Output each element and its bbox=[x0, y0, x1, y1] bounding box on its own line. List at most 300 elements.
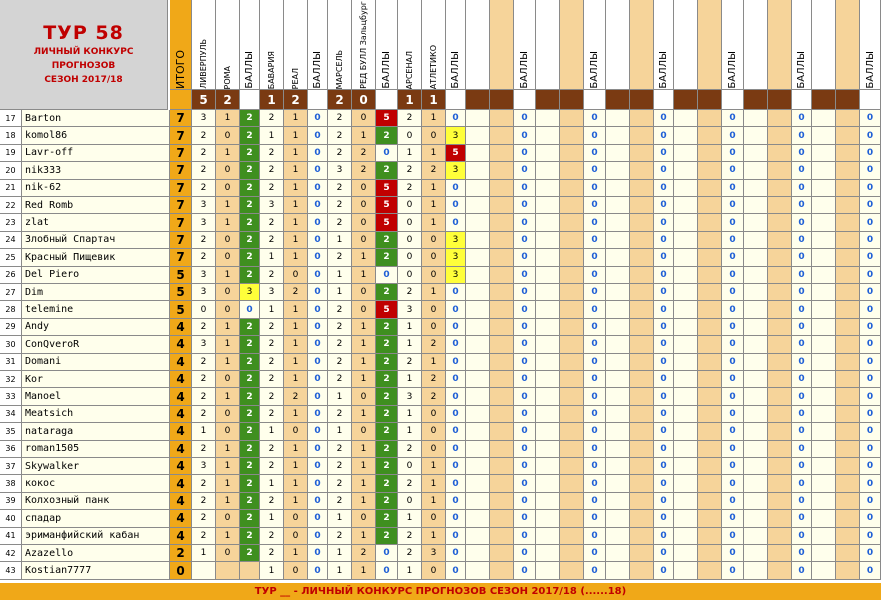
prediction-cell: 3 bbox=[260, 284, 284, 301]
empty-prediction-cell bbox=[674, 493, 698, 510]
participant-name: telemine bbox=[22, 301, 170, 318]
empty-prediction-cell bbox=[836, 388, 860, 405]
empty-prediction-cell bbox=[812, 145, 836, 162]
prediction-cell: 0 bbox=[216, 545, 240, 562]
prediction-cell: 2 bbox=[328, 406, 352, 423]
empty-prediction-cell bbox=[768, 406, 792, 423]
prediction-cell: 2 bbox=[398, 110, 422, 127]
points-cell: 0 bbox=[446, 528, 466, 545]
empty-prediction-cell bbox=[606, 301, 630, 318]
points-cell: 0 bbox=[792, 371, 812, 388]
prediction-cell: 2 bbox=[328, 180, 352, 197]
participant-name: komol86 bbox=[22, 127, 170, 144]
prediction-cell: 2 bbox=[422, 336, 446, 353]
empty-prediction-cell bbox=[536, 232, 560, 249]
empty-prediction-cell bbox=[836, 301, 860, 318]
total-points: 7 bbox=[170, 127, 192, 144]
row-number: 33 bbox=[0, 388, 22, 405]
participant-name: Красный Пищевик bbox=[22, 249, 170, 266]
prediction-cell: 2 bbox=[192, 528, 216, 545]
empty-prediction-cell bbox=[560, 197, 584, 214]
total-points: 4 bbox=[170, 441, 192, 458]
points-cell: 2 bbox=[376, 232, 398, 249]
empty-prediction-cell bbox=[466, 284, 490, 301]
participant-name: кокос bbox=[22, 475, 170, 492]
empty-result-cell bbox=[836, 90, 860, 110]
empty-prediction-cell bbox=[490, 441, 514, 458]
prediction-cell: 1 bbox=[398, 406, 422, 423]
points-cell: 0 bbox=[722, 562, 744, 579]
points-cell: 2 bbox=[240, 528, 260, 545]
prediction-cell: 0 bbox=[284, 267, 308, 284]
empty-prediction-cell bbox=[836, 493, 860, 510]
points-cell: 0 bbox=[860, 371, 881, 388]
empty-prediction-cell bbox=[768, 354, 792, 371]
empty-prediction-cell bbox=[630, 162, 654, 179]
empty-prediction-cell bbox=[698, 162, 722, 179]
prediction-cell: 0 bbox=[284, 528, 308, 545]
prediction-cell: 1 bbox=[216, 145, 240, 162]
empty-prediction-cell bbox=[744, 458, 768, 475]
points-cell: 0 bbox=[654, 284, 674, 301]
prediction-cell: 1 bbox=[284, 197, 308, 214]
empty-prediction-cell bbox=[768, 545, 792, 562]
prediction-cell: 2 bbox=[260, 162, 284, 179]
empty-prediction-cell bbox=[698, 441, 722, 458]
points-cell: 2 bbox=[240, 388, 260, 405]
empty-team-header bbox=[630, 0, 654, 90]
prediction-cell: 3 bbox=[398, 301, 422, 318]
points-cell: 0 bbox=[654, 267, 674, 284]
points-cell: 3 bbox=[446, 249, 466, 266]
points-cell: 3 bbox=[446, 127, 466, 144]
points-cell: 0 bbox=[722, 441, 744, 458]
empty-prediction-cell bbox=[466, 214, 490, 231]
match-result-goal: 2 bbox=[328, 90, 352, 110]
title-line-2: ПРОГНОЗОВ bbox=[51, 61, 116, 71]
row-number: 27 bbox=[0, 284, 22, 301]
points-cell: 2 bbox=[240, 475, 260, 492]
points-cell: 0 bbox=[792, 180, 812, 197]
points-cell: 0 bbox=[654, 406, 674, 423]
points-cell: 0 bbox=[722, 458, 744, 475]
result-spacer bbox=[722, 90, 744, 110]
total-points: 7 bbox=[170, 249, 192, 266]
prediction-cell: 1 bbox=[284, 371, 308, 388]
empty-team-header bbox=[490, 0, 514, 90]
result-spacer bbox=[240, 90, 260, 110]
empty-prediction-cell bbox=[536, 475, 560, 492]
points-cell: 0 bbox=[584, 423, 606, 440]
points-cell: 0 bbox=[446, 545, 466, 562]
points-cell: 0 bbox=[792, 232, 812, 249]
points-cell: 0 bbox=[514, 441, 536, 458]
empty-prediction-cell bbox=[744, 336, 768, 353]
points-cell: 0 bbox=[722, 319, 744, 336]
empty-prediction-cell bbox=[744, 406, 768, 423]
match-result-goal: 1 bbox=[260, 90, 284, 110]
points-cell: 0 bbox=[722, 510, 744, 527]
total-points: 5 bbox=[170, 301, 192, 318]
prediction-cell: 2 bbox=[260, 319, 284, 336]
points-cell: 0 bbox=[308, 214, 328, 231]
empty-prediction-cell bbox=[466, 458, 490, 475]
prediction-cell: 1 bbox=[260, 423, 284, 440]
result-spacer bbox=[446, 90, 466, 110]
prediction-cell: 2 bbox=[260, 267, 284, 284]
points-cell: 2 bbox=[376, 319, 398, 336]
result-spacer bbox=[860, 90, 881, 110]
total-points: 4 bbox=[170, 406, 192, 423]
empty-prediction-cell bbox=[768, 145, 792, 162]
empty-prediction-cell bbox=[560, 110, 584, 127]
prediction-cell: 2 bbox=[260, 388, 284, 405]
empty-prediction-cell bbox=[836, 441, 860, 458]
prediction-cell: 1 bbox=[398, 336, 422, 353]
empty-prediction-cell bbox=[698, 545, 722, 562]
points-cell: 0 bbox=[792, 127, 812, 144]
empty-prediction-cell bbox=[490, 197, 514, 214]
points-cell: 0 bbox=[514, 406, 536, 423]
participant-name: Red Romb bbox=[22, 197, 170, 214]
empty-prediction-cell bbox=[698, 180, 722, 197]
empty-prediction-cell bbox=[606, 232, 630, 249]
points-cell: 0 bbox=[722, 475, 744, 492]
points-cell: 0 bbox=[308, 388, 328, 405]
prediction-cell: 0 bbox=[352, 510, 376, 527]
empty-prediction-cell bbox=[536, 127, 560, 144]
empty-prediction-cell bbox=[698, 145, 722, 162]
points-cell: 0 bbox=[792, 475, 812, 492]
prediction-cell: 2 bbox=[328, 249, 352, 266]
prediction-cell: 2 bbox=[260, 145, 284, 162]
prediction-cell: 1 bbox=[352, 475, 376, 492]
points-cell: 0 bbox=[860, 493, 881, 510]
empty-prediction-cell bbox=[836, 284, 860, 301]
title-line-3: СЕЗОН 2017/18 bbox=[44, 75, 123, 85]
team-name: АРСЕНАЛ bbox=[405, 50, 414, 89]
empty-prediction-cell bbox=[630, 493, 654, 510]
prediction-cell: 0 bbox=[284, 423, 308, 440]
empty-prediction-cell bbox=[674, 510, 698, 527]
empty-prediction-cell bbox=[744, 354, 768, 371]
empty-prediction-cell bbox=[768, 180, 792, 197]
match-result-goal: 2 bbox=[284, 90, 308, 110]
total-points: 4 bbox=[170, 336, 192, 353]
prediction-cell: 2 bbox=[192, 145, 216, 162]
points-cell: 0 bbox=[514, 545, 536, 562]
points-cell: 2 bbox=[240, 145, 260, 162]
empty-prediction-cell bbox=[812, 319, 836, 336]
points-cell: 0 bbox=[376, 145, 398, 162]
prediction-cell: 0 bbox=[192, 301, 216, 318]
points-cell: 0 bbox=[514, 493, 536, 510]
points-cell: 0 bbox=[722, 110, 744, 127]
prediction-cell: 1 bbox=[422, 354, 446, 371]
empty-prediction-cell bbox=[606, 371, 630, 388]
empty-prediction-cell bbox=[490, 214, 514, 231]
points-header bbox=[308, 0, 328, 90]
points-cell: 0 bbox=[584, 284, 606, 301]
empty-prediction-cell bbox=[674, 441, 698, 458]
empty-prediction-cell bbox=[768, 423, 792, 440]
empty-prediction-cell bbox=[836, 562, 860, 579]
empty-prediction-cell bbox=[768, 214, 792, 231]
empty-prediction-cell bbox=[560, 319, 584, 336]
prediction-cell: 0 bbox=[216, 406, 240, 423]
prediction-cell: 2 bbox=[328, 441, 352, 458]
empty-prediction-cell bbox=[768, 232, 792, 249]
points-cell: 0 bbox=[308, 562, 328, 579]
prediction-cell: 1 bbox=[328, 267, 352, 284]
prediction-cell: 1 bbox=[398, 423, 422, 440]
points-cell: 0 bbox=[722, 267, 744, 284]
empty-prediction-cell bbox=[812, 162, 836, 179]
empty-prediction-cell bbox=[536, 267, 560, 284]
points-cell: 0 bbox=[514, 423, 536, 440]
empty-prediction-cell bbox=[536, 145, 560, 162]
points-cell: 0 bbox=[514, 162, 536, 179]
prediction-cell: 1 bbox=[284, 319, 308, 336]
empty-prediction-cell bbox=[466, 232, 490, 249]
empty-prediction-cell bbox=[768, 562, 792, 579]
prediction-cell: 3 bbox=[422, 545, 446, 562]
empty-prediction-cell bbox=[836, 545, 860, 562]
prediction-cell: 1 bbox=[284, 127, 308, 144]
points-cell: 2 bbox=[376, 284, 398, 301]
team-name: БАВАРИЯ bbox=[267, 50, 276, 89]
prediction-cell: 1 bbox=[260, 562, 284, 579]
points-cell: 0 bbox=[860, 267, 881, 284]
prediction-cell: 2 bbox=[260, 545, 284, 562]
points-cell: 0 bbox=[654, 214, 674, 231]
empty-prediction-cell bbox=[630, 301, 654, 318]
prediction-cell: 0 bbox=[216, 249, 240, 266]
empty-prediction-cell bbox=[674, 336, 698, 353]
empty-prediction-cell bbox=[812, 475, 836, 492]
participant-name: эриманфийский кабан bbox=[22, 528, 170, 545]
empty-prediction-cell bbox=[674, 267, 698, 284]
empty-prediction-cell bbox=[536, 493, 560, 510]
points-cell: 0 bbox=[308, 354, 328, 371]
prediction-cell: 1 bbox=[352, 371, 376, 388]
prediction-cell: 0 bbox=[352, 232, 376, 249]
prediction-cell: 1 bbox=[328, 545, 352, 562]
prediction-cell: 1 bbox=[216, 319, 240, 336]
empty-prediction-cell bbox=[466, 371, 490, 388]
prediction-cell: 1 bbox=[216, 458, 240, 475]
prediction-cell: 3 bbox=[192, 267, 216, 284]
prediction-cell: 0 bbox=[422, 267, 446, 284]
empty-prediction-cell bbox=[812, 354, 836, 371]
empty-prediction-cell bbox=[698, 249, 722, 266]
empty-prediction-cell bbox=[836, 267, 860, 284]
points-cell: 2 bbox=[376, 371, 398, 388]
points-cell: 0 bbox=[722, 388, 744, 405]
prediction-cell: 1 bbox=[352, 354, 376, 371]
points-cell: 0 bbox=[860, 388, 881, 405]
points-cell: 0 bbox=[654, 249, 674, 266]
empty-prediction-cell bbox=[466, 475, 490, 492]
points-cell: 0 bbox=[514, 458, 536, 475]
empty-prediction-cell bbox=[768, 267, 792, 284]
empty-prediction-cell bbox=[836, 232, 860, 249]
points-cell: 0 bbox=[654, 528, 674, 545]
empty-prediction-cell bbox=[490, 127, 514, 144]
empty-prediction-cell bbox=[536, 110, 560, 127]
participant-name: Злобный Спартач bbox=[22, 232, 170, 249]
points-cell: 0 bbox=[792, 110, 812, 127]
points-cell: 0 bbox=[654, 493, 674, 510]
empty-prediction-cell bbox=[466, 180, 490, 197]
prediction-cell: 0 bbox=[216, 371, 240, 388]
empty-prediction-cell bbox=[560, 388, 584, 405]
points-cell: 2 bbox=[240, 110, 260, 127]
total-points: 0 bbox=[170, 562, 192, 579]
prediction-cell: 1 bbox=[422, 110, 446, 127]
empty-prediction-cell bbox=[630, 319, 654, 336]
points-cell: 0 bbox=[792, 545, 812, 562]
empty-prediction-cell bbox=[466, 127, 490, 144]
points-cell: 0 bbox=[860, 127, 881, 144]
prediction-cell: 1 bbox=[260, 249, 284, 266]
prediction-cell: 1 bbox=[216, 110, 240, 127]
total-points: 4 bbox=[170, 458, 192, 475]
empty-prediction-cell bbox=[466, 197, 490, 214]
empty-prediction-cell bbox=[698, 197, 722, 214]
row-number: 30 bbox=[0, 336, 22, 353]
points-cell: 0 bbox=[584, 145, 606, 162]
row-number: 38 bbox=[0, 475, 22, 492]
points-cell: 0 bbox=[446, 301, 466, 318]
points-cell: 2 bbox=[240, 441, 260, 458]
empty-prediction-cell bbox=[744, 319, 768, 336]
points-cell: 0 bbox=[584, 406, 606, 423]
empty-prediction-cell bbox=[536, 249, 560, 266]
points-cell: 0 bbox=[514, 510, 536, 527]
empty-prediction-cell bbox=[490, 336, 514, 353]
total-points: 7 bbox=[170, 162, 192, 179]
empty-prediction-cell bbox=[630, 388, 654, 405]
empty-team-header bbox=[744, 0, 768, 90]
prediction-cell: 1 bbox=[398, 319, 422, 336]
points-cell: 0 bbox=[654, 545, 674, 562]
empty-prediction-cell bbox=[836, 406, 860, 423]
points-cell: 0 bbox=[792, 441, 812, 458]
points-cell: 0 bbox=[584, 475, 606, 492]
empty-prediction-cell bbox=[630, 214, 654, 231]
points-cell: 3 bbox=[240, 284, 260, 301]
points-cell: 0 bbox=[722, 145, 744, 162]
points-cell: 0 bbox=[860, 319, 881, 336]
empty-prediction-cell bbox=[744, 214, 768, 231]
empty-prediction-cell bbox=[560, 493, 584, 510]
prediction-cell: 1 bbox=[284, 214, 308, 231]
empty-prediction-cell bbox=[490, 388, 514, 405]
points-cell: 0 bbox=[792, 354, 812, 371]
result-spacer bbox=[792, 90, 812, 110]
empty-prediction-cell bbox=[674, 354, 698, 371]
points-cell: 0 bbox=[792, 423, 812, 440]
points-cell: 0 bbox=[654, 110, 674, 127]
prediction-cell: 0 bbox=[422, 423, 446, 440]
empty-prediction-cell bbox=[744, 162, 768, 179]
empty-result-cell bbox=[630, 90, 654, 110]
empty-prediction-cell bbox=[560, 354, 584, 371]
points-cell: 0 bbox=[654, 388, 674, 405]
row-number: 22 bbox=[0, 197, 22, 214]
points-cell: 2 bbox=[376, 510, 398, 527]
prediction-cell: 2 bbox=[260, 441, 284, 458]
points-cell: 0 bbox=[584, 180, 606, 197]
points-cell: 0 bbox=[584, 197, 606, 214]
empty-prediction-cell bbox=[698, 214, 722, 231]
prediction-cell: 1 bbox=[422, 475, 446, 492]
itogo-header bbox=[170, 0, 192, 90]
points-cell: 2 bbox=[240, 162, 260, 179]
empty-prediction-cell bbox=[768, 528, 792, 545]
empty-team-header bbox=[466, 0, 490, 90]
participant-name: nik-62 bbox=[22, 180, 170, 197]
row-number: 41 bbox=[0, 528, 22, 545]
points-cell: 5 bbox=[376, 197, 398, 214]
empty-prediction-cell bbox=[768, 493, 792, 510]
participant-name: Meatsich bbox=[22, 406, 170, 423]
empty-prediction-cell bbox=[812, 336, 836, 353]
match-result-goal: 5 bbox=[192, 90, 216, 110]
empty-prediction-cell bbox=[630, 110, 654, 127]
row-number: 40 bbox=[0, 510, 22, 527]
prediction-cell: 1 bbox=[284, 232, 308, 249]
result-spacer bbox=[376, 90, 398, 110]
prediction-cell: 1 bbox=[192, 545, 216, 562]
prediction-cell: 2 bbox=[328, 475, 352, 492]
prediction-cell: 1 bbox=[422, 197, 446, 214]
empty-prediction-cell bbox=[836, 510, 860, 527]
empty-prediction-cell bbox=[466, 510, 490, 527]
empty-prediction-cell bbox=[490, 249, 514, 266]
prediction-cell: 1 bbox=[284, 110, 308, 127]
prediction-cell: 0 bbox=[216, 284, 240, 301]
points-cell: 0 bbox=[722, 197, 744, 214]
prediction-cell: 2 bbox=[328, 127, 352, 144]
empty-prediction-cell bbox=[836, 423, 860, 440]
empty-prediction-cell bbox=[606, 336, 630, 353]
points-cell: 0 bbox=[514, 232, 536, 249]
points-cell: 5 bbox=[376, 214, 398, 231]
empty-prediction-cell bbox=[674, 301, 698, 318]
prediction-cell: 0 bbox=[398, 249, 422, 266]
empty-prediction-cell bbox=[630, 371, 654, 388]
prediction-cell: 3 bbox=[398, 388, 422, 405]
empty-prediction-cell bbox=[466, 354, 490, 371]
empty-prediction-cell bbox=[606, 145, 630, 162]
points-cell: 0 bbox=[654, 475, 674, 492]
prediction-cell: 0 bbox=[352, 110, 376, 127]
empty-prediction-cell bbox=[674, 162, 698, 179]
prediction-cell: 1 bbox=[216, 197, 240, 214]
points-cell: 2 bbox=[240, 406, 260, 423]
points-cell: 0 bbox=[446, 388, 466, 405]
points-cell: 0 bbox=[308, 528, 328, 545]
points-header-label: БАЛЛЫ bbox=[589, 51, 600, 89]
empty-prediction-cell bbox=[630, 441, 654, 458]
empty-prediction-cell bbox=[768, 162, 792, 179]
points-cell: 0 bbox=[514, 249, 536, 266]
empty-prediction-cell bbox=[606, 197, 630, 214]
prediction-cell: 2 bbox=[192, 162, 216, 179]
team-name: АТЛЕТИКО bbox=[429, 44, 438, 89]
